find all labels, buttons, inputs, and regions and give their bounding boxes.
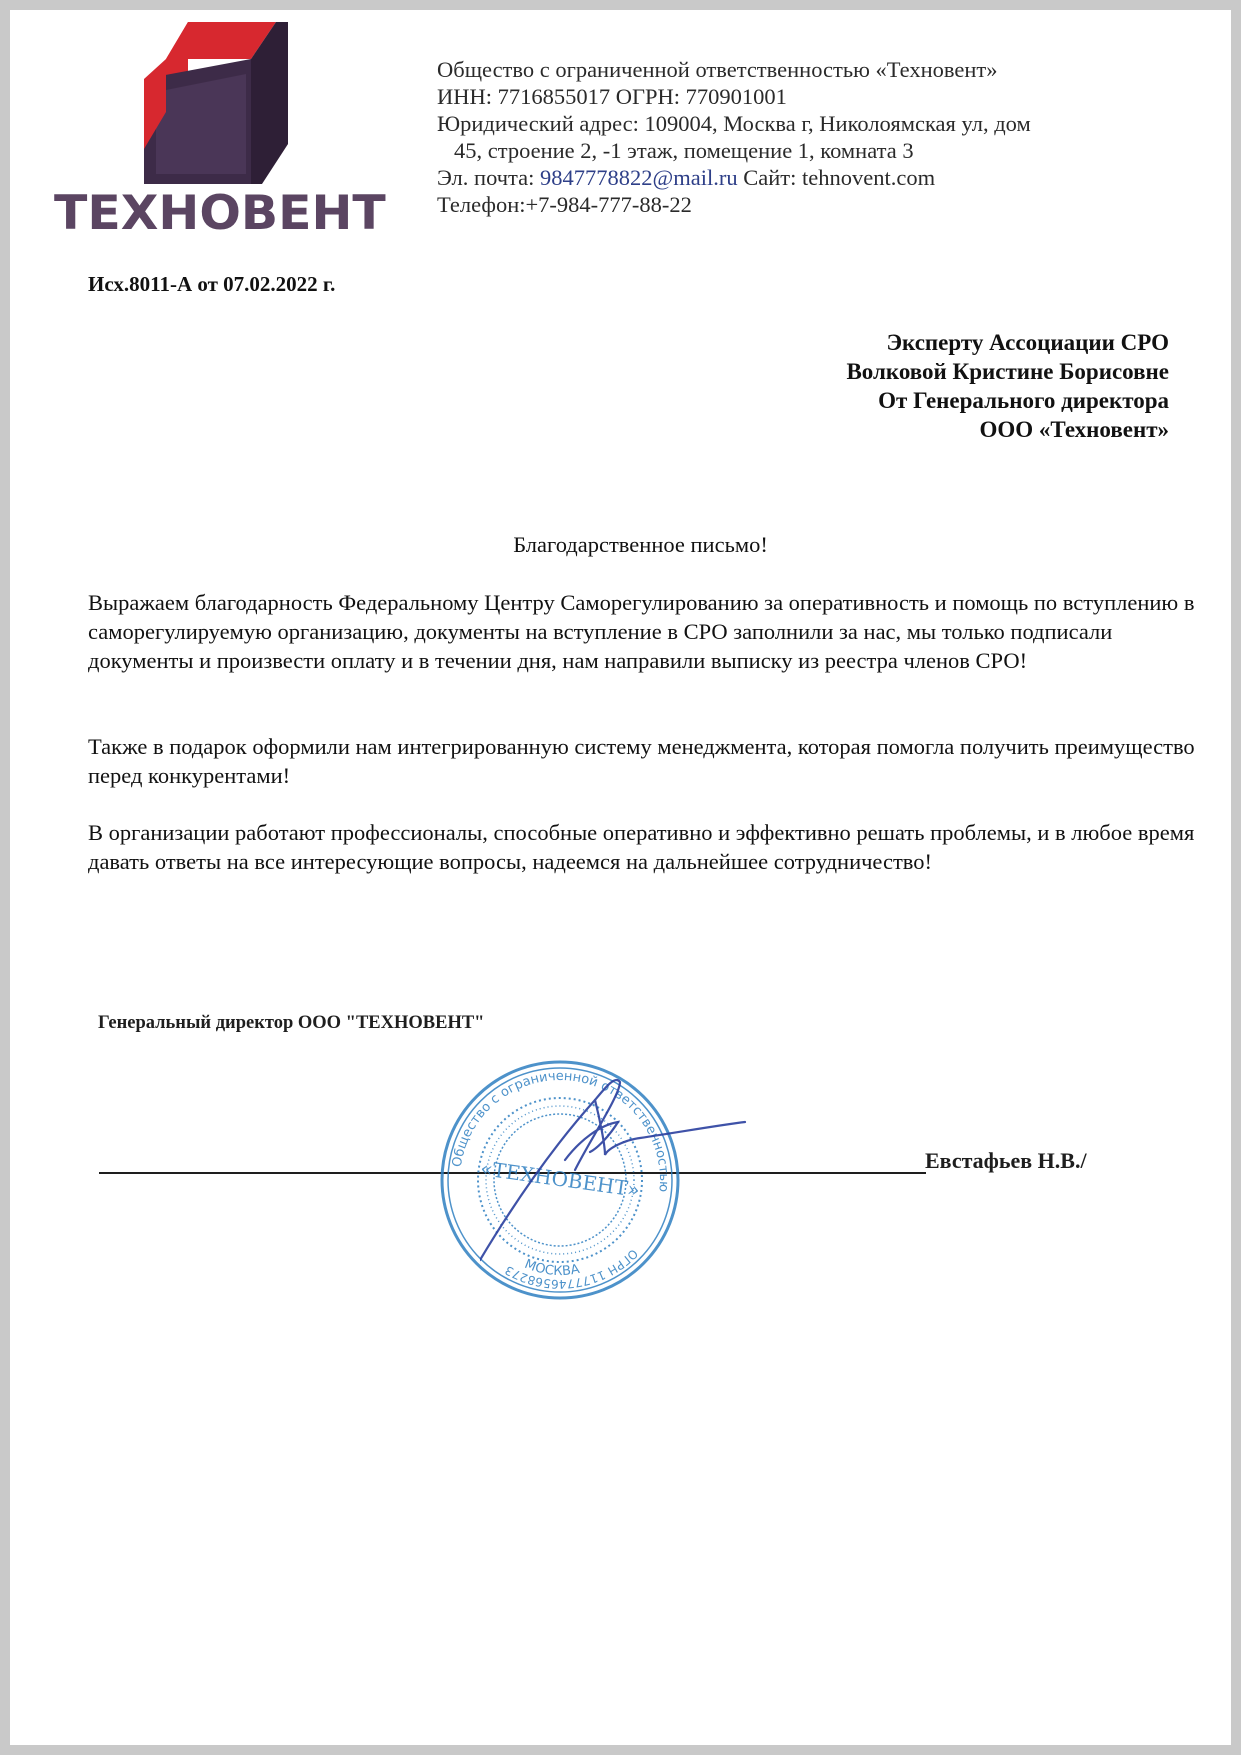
addressee-line: Волковой Кристине Борисовне xyxy=(846,359,1169,384)
site-label: Сайт: xyxy=(737,165,802,190)
signatory-name: Евстафьев Н.В./ xyxy=(925,1148,1087,1173)
letter-paragraph: Также в подарок оформили нам интегрированную систему менеджмента, которая помогла получить преимущество перед конкурентами! xyxy=(88,734,1195,788)
addressee-line: От Генерального директора xyxy=(878,388,1169,413)
company-phone: Телефон:+7-984-777-88-22 xyxy=(437,192,692,217)
letter-paragraph: В организации работают профессионалы, способные оперативно и эффективно решать проблемы, и в любое время давать ответы на все интересующие вопросы, надеемся на дальнейшее сотрудничество! xyxy=(88,820,1195,874)
company-address: Юридический адрес: 109004, Москва г, Николоямская ул, дом xyxy=(437,111,1031,136)
site-link[interactable]: tehnovent.com xyxy=(801,165,936,190)
cube-logo-icon xyxy=(46,14,396,194)
stamp-bottom-text: МОСКВА xyxy=(522,1256,581,1280)
addressee-line: Эксперту Ассоциации СРО xyxy=(886,330,1169,355)
addressee-line: ООО «Техновент» xyxy=(979,417,1169,442)
addressee-block xyxy=(846,328,1169,444)
signatory-title: Генеральный директор ООО "ТЕХНОВЕНТ" xyxy=(98,1013,485,1033)
company-address-cont: 45, строение 2, -1 этаж, помещение 1, комната 3 xyxy=(454,138,914,163)
logo-wordmark: ТЕХНОВЕНТ xyxy=(54,186,386,241)
email-label: Эл. почта: xyxy=(437,165,541,190)
company-logo xyxy=(46,14,396,244)
company-inn-ogrn: ИНН: 7716855017 ОГРН: 770901001 xyxy=(437,84,787,109)
company-details xyxy=(437,56,1197,218)
outgoing-reference: Исх.8011-А от 07.02.2022 г. xyxy=(88,272,336,296)
letter-title: Благодарственное письмо! xyxy=(513,532,768,557)
handwritten-signature xyxy=(480,1070,760,1280)
letter-paragraph: Выражаем благодарность Федеральному Центру Саморегулированию за оперативность и помощь по вступлению в саморегулируемую организацию, документы на вступление в СРО заполнили за нас, мы только подписали документы и произвести оплату и в течении дня, нам направили выписку из реестра членов СРО! xyxy=(88,590,1195,673)
stamp-center-text: «ТЕХНОВЕНТ» xyxy=(478,1155,642,1203)
letter-page xyxy=(10,10,1231,1745)
email-link[interactable]: 9847778822@mail.ru xyxy=(540,165,738,190)
stamp-outer-text: Общество с ограниченной ответственностью xyxy=(449,1068,672,1193)
company-name: Общество с ограниченной ответственностью «Техновент» xyxy=(437,57,998,82)
company-contacts xyxy=(437,164,1197,191)
stamp-reg-text: ОГРН 1177746568273 xyxy=(502,1246,641,1292)
